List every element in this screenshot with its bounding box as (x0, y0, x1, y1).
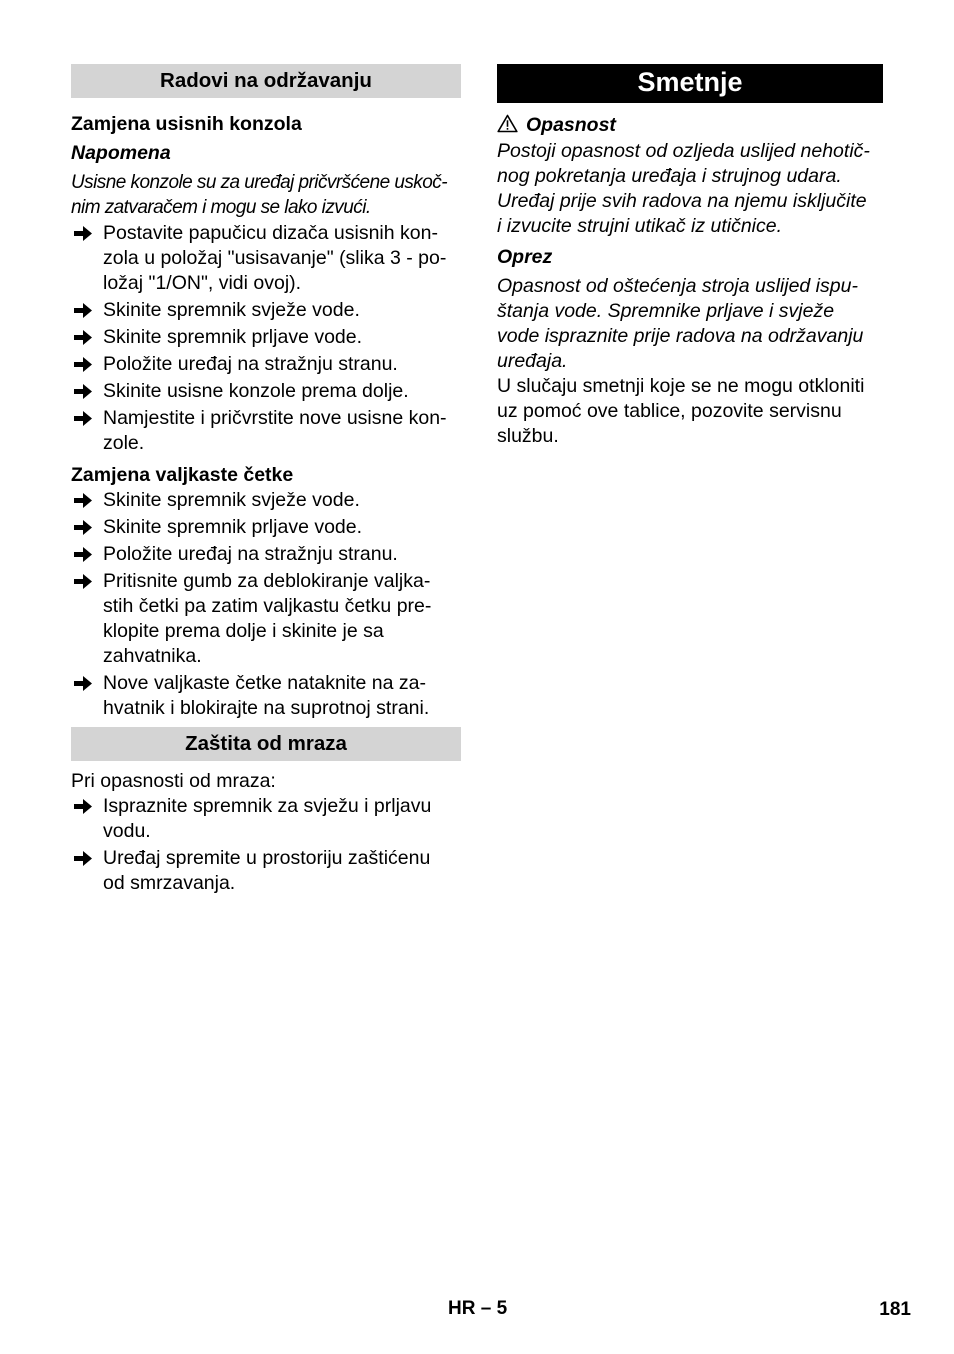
list-item (71, 488, 461, 513)
nozzle-steps-list (71, 221, 461, 456)
step-text: Skinite spremnik svježe vode. (103, 299, 360, 321)
list-item (71, 846, 461, 896)
step-text: Uređaj spremite u prostoriju zaštićenu od smrzavanja. (103, 847, 431, 894)
step-text: Skinite spremnik svježe vode. (103, 489, 360, 511)
maintenance-section-header: Radovi na održavanju (71, 64, 461, 98)
danger-line: nog pokretanja uređaja i strujnog udara. (497, 165, 842, 187)
caution-line: vode ispraznite prije radova na održavanju (497, 325, 864, 347)
step-text: Postavite papučicu dizača usisnih kon- zola u položaj "usisavanje" (slika 3 - po- ložaj "1/ON", vidi ovoj). (103, 222, 447, 294)
list-item (71, 515, 461, 540)
step-text: Skinite spremnik prljave vode. (103, 326, 363, 348)
list-item (71, 325, 461, 350)
list-item (71, 379, 461, 404)
frost-intro: Pri opasnosti od mraza: (71, 770, 276, 792)
note-line: Usisne konzole su za uređaj pričvršćene uskoč- (71, 172, 447, 193)
troubleshooting-title: Smetnje (497, 64, 883, 103)
step-text: Namjestite i pričvrstite nove usisne kon- zole. (103, 407, 447, 454)
step-text: Skinite spremnik prljave vode. (103, 516, 363, 538)
nozzle-replacement-heading: Zamjena usisnih konzola (71, 113, 302, 135)
brush-steps-list (71, 488, 461, 721)
arrow-right-icon (73, 325, 93, 350)
step-text: Pritisnite gumb za deblokiranje valjka- stih četki pa zatim valjkastu četku pre- klopite prema dolje i skinite je sa zahvatnika. (103, 570, 432, 667)
step-text: Položite uređaj na stražnju stranu. (103, 353, 398, 375)
arrow-right-icon (73, 379, 93, 404)
caution-line: uređaja. (497, 350, 568, 372)
list-item (71, 352, 461, 377)
caution-line: štanja vode. Spremnike prljave i svježe (497, 300, 835, 322)
footer-language-page: HR – 5 (448, 1298, 508, 1319)
step-text: Skinite usisne konzole prema dolje. (103, 380, 409, 402)
note-label: Napomena (71, 142, 171, 164)
list-item (71, 794, 461, 844)
warning-triangle-icon (497, 114, 518, 133)
danger-text (497, 139, 883, 239)
frost-section-header: Zaštita od mraza (71, 727, 461, 761)
caution-line: Opasnost od oštećenja stroja uslijed ispu- (497, 275, 858, 297)
arrow-right-icon (73, 221, 93, 246)
arrow-right-icon (73, 794, 93, 819)
arrow-right-icon (73, 406, 93, 431)
list-item (71, 298, 461, 323)
danger-heading (497, 113, 883, 138)
arrow-right-icon (73, 569, 93, 594)
arrow-right-icon (73, 352, 93, 377)
danger-line: Uređaj prije svih radova na njemu isključite (497, 190, 867, 212)
caution-text (497, 274, 883, 374)
service-line: uz pomoć ove tablice, pozovite servisnu (497, 400, 842, 422)
arrow-right-icon (73, 298, 93, 323)
list-item (71, 671, 461, 721)
list-item (71, 569, 461, 669)
note-line: nim zatvaračem i mogu se lako izvući. (71, 197, 371, 218)
frost-steps-list (71, 794, 461, 896)
right-column (497, 64, 883, 449)
arrow-right-icon (73, 515, 93, 540)
service-line: službu. (497, 425, 559, 447)
page-number: 181 (879, 1299, 911, 1320)
brush-replacement-heading: Zamjena valjkaste četke (71, 464, 294, 486)
list-item (71, 542, 461, 567)
service-text (497, 374, 883, 449)
danger-line: i izvucite strujni utikač iz utičnice. (497, 215, 783, 237)
left-column (71, 64, 461, 898)
arrow-right-icon (73, 671, 93, 696)
arrow-right-icon (73, 846, 93, 871)
danger-line: Postoji opasnost od ozljeda uslijed nehotič- (497, 140, 870, 162)
arrow-right-icon (73, 488, 93, 513)
list-item (71, 221, 461, 296)
arrow-right-icon (73, 542, 93, 567)
note-text (71, 170, 461, 220)
step-text: Položite uređaj na stražnju stranu. (103, 543, 398, 565)
caution-label: Oprez (497, 246, 553, 268)
danger-label: Opasnost (526, 114, 616, 136)
service-line: U slučaju smetnji koje se ne mogu otkloniti (497, 375, 865, 397)
step-text: Nove valjkaste četke nataknite na za- hvatnik i blokirajte na suprotnoj strani. (103, 672, 430, 719)
list-item (71, 406, 461, 456)
step-text: Ispraznite spremnik za svježu i prljavu vodu. (103, 795, 432, 842)
